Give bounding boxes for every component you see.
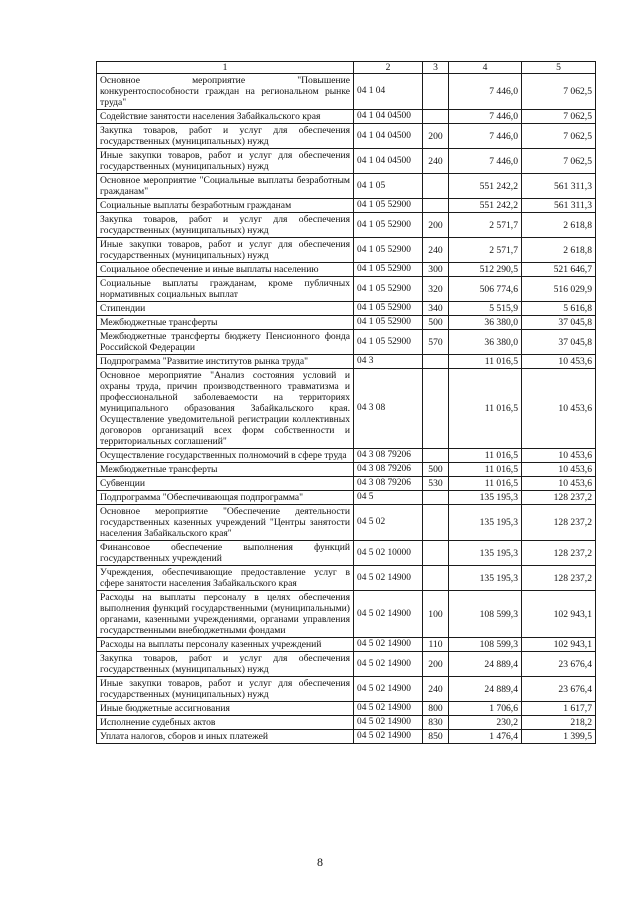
row-expense-type: 500 — [423, 316, 449, 330]
row-name: Закупка товаров, работ и услуг для обеспечения государственных (муниципальных) нужд — [97, 213, 354, 238]
row-expense-type: 240 — [423, 677, 449, 702]
table-body — [97, 74, 596, 744]
row-expense-type: 300 — [423, 263, 449, 277]
row-expense-type — [423, 541, 449, 566]
row-value-year1: 24 889,4 — [449, 652, 522, 677]
row-name: Учреждения, обеспечивающие предоставление услуг в сфере занятости населения Забайкальского края — [97, 566, 354, 591]
row-code: 04 1 04 04500 — [354, 149, 423, 174]
row-expense-type — [423, 505, 449, 541]
table-row — [97, 505, 596, 541]
row-code: 04 5 02 14900 — [354, 566, 423, 591]
table-row — [97, 566, 596, 591]
table-row — [97, 238, 596, 263]
row-expense-type: 530 — [423, 477, 449, 491]
table-row — [97, 213, 596, 238]
row-value-year1: 506 774,6 — [449, 277, 522, 302]
row-value-year2: 23 676,4 — [522, 652, 596, 677]
row-name: Социальное обеспечение и иные выплаты населению — [97, 263, 354, 277]
row-value-year2: 102 943,1 — [522, 591, 596, 638]
row-value-year1: 36 380,0 — [449, 330, 522, 355]
row-value-year2: 10 453,6 — [522, 369, 596, 449]
row-value-year1: 11 016,5 — [449, 369, 522, 449]
row-code: 04 5 02 14900 — [354, 716, 423, 730]
row-code: 04 1 05 52900 — [354, 330, 423, 355]
row-expense-type: 200 — [423, 213, 449, 238]
row-value-year1: 135 195,3 — [449, 541, 522, 566]
row-code: 04 5 02 14900 — [354, 730, 423, 744]
row-expense-type: 800 — [423, 702, 449, 716]
table-row — [97, 302, 596, 316]
table-row — [97, 74, 596, 110]
row-expense-type — [423, 110, 449, 124]
table-row — [97, 652, 596, 677]
table-row — [97, 449, 596, 463]
row-name: Исполнение судебных актов — [97, 716, 354, 730]
row-name: Расходы на выплаты персоналу в целях обеспечения выполнения функций государственными (муниципальными) органами, казенными учреждениями, органами управления государственными внебюджетными фондами — [97, 591, 354, 638]
row-name: Осуществление государственных полномочий в сфере труда — [97, 449, 354, 463]
row-value-year2: 561 311,3 — [522, 199, 596, 213]
row-expense-type: 200 — [423, 124, 449, 149]
table-row — [97, 174, 596, 199]
row-name: Социальные выплаты безработным гражданам — [97, 199, 354, 213]
row-value-year1: 7 446,0 — [449, 110, 522, 124]
row-code: 04 5 02 14900 — [354, 638, 423, 652]
table-row — [97, 638, 596, 652]
row-value-year1: 7 446,0 — [449, 74, 522, 110]
row-value-year2: 128 237,2 — [522, 541, 596, 566]
row-value-year2: 2 618,8 — [522, 213, 596, 238]
row-value-year1: 24 889,4 — [449, 677, 522, 702]
row-name: Закупка товаров, работ и услуг для обеспечения государственных (муниципальных) нужд — [97, 124, 354, 149]
row-expense-type: 340 — [423, 302, 449, 316]
row-value-year1: 5 515,9 — [449, 302, 522, 316]
table-row — [97, 199, 596, 213]
row-value-year1: 11 016,5 — [449, 355, 522, 369]
row-name: Межбюджетные трансферты — [97, 316, 354, 330]
row-value-year2: 10 453,6 — [522, 477, 596, 491]
row-value-year2: 10 453,6 — [522, 449, 596, 463]
row-value-year2: 23 676,4 — [522, 677, 596, 702]
table-row — [97, 149, 596, 174]
row-value-year1: 135 195,3 — [449, 566, 522, 591]
row-name: Финансовое обеспечение выполнения функций государственных учреждений — [97, 541, 354, 566]
row-expense-type: 500 — [423, 463, 449, 477]
row-name: Иные бюджетные ассигнования — [97, 702, 354, 716]
row-code: 04 5 02 14900 — [354, 591, 423, 638]
row-expense-type: 200 — [423, 652, 449, 677]
row-code: 04 5 — [354, 491, 423, 505]
row-expense-type — [423, 491, 449, 505]
row-value-year2: 10 453,6 — [522, 355, 596, 369]
row-value-year2: 128 237,2 — [522, 505, 596, 541]
row-value-year1: 108 599,3 — [449, 591, 522, 638]
row-value-year2: 10 453,6 — [522, 463, 596, 477]
header-col-4: 4 — [449, 62, 522, 74]
row-value-year1: 551 242,2 — [449, 174, 522, 199]
row-value-year1: 230,2 — [449, 716, 522, 730]
row-name: Субвенции — [97, 477, 354, 491]
row-code: 04 1 04 04500 — [354, 110, 423, 124]
row-name: Основное мероприятие "Анализ состояния условий и охраны труда, причин производственного травматизма и профессиональной заболеваемости на территориях муниципального образования Забайкальского края. Осуществление уведомительной регистрации коллективных договоров организаций всех форм собственности и территориальных соглашений" — [97, 369, 354, 449]
table-row — [97, 591, 596, 638]
row-expense-type — [423, 449, 449, 463]
row-value-year2: 7 062,5 — [522, 124, 596, 149]
row-value-year2: 516 029,9 — [522, 277, 596, 302]
row-code: 04 1 05 52900 — [354, 238, 423, 263]
row-value-year2: 521 646,7 — [522, 263, 596, 277]
row-name: Социальные выплаты гражданам, кроме публичных нормативных социальных выплат — [97, 277, 354, 302]
table-row — [97, 702, 596, 716]
table-row — [97, 477, 596, 491]
row-code: 04 1 05 52900 — [354, 199, 423, 213]
row-expense-type: 570 — [423, 330, 449, 355]
row-name: Подпрограмма "Обеспечивающая подпрограмма" — [97, 491, 354, 505]
row-value-year2: 7 062,5 — [522, 149, 596, 174]
row-expense-type: 100 — [423, 591, 449, 638]
row-code: 04 3 08 79206 — [354, 449, 423, 463]
row-expense-type: 240 — [423, 149, 449, 174]
table-row — [97, 730, 596, 744]
header-col-3: 3 — [423, 62, 449, 74]
row-expense-type: 850 — [423, 730, 449, 744]
row-value-year1: 135 195,3 — [449, 491, 522, 505]
row-expense-type — [423, 355, 449, 369]
row-name: Межбюджетные трансферты бюджету Пенсионного фонда Российской Федерации — [97, 330, 354, 355]
header-col-2: 2 — [354, 62, 423, 74]
row-code: 04 1 05 52900 — [354, 277, 423, 302]
row-value-year2: 1 617,7 — [522, 702, 596, 716]
row-code: 04 1 05 — [354, 174, 423, 199]
row-expense-type — [423, 74, 449, 110]
row-name: Межбюджетные трансферты — [97, 463, 354, 477]
row-value-year2: 561 311,3 — [522, 174, 596, 199]
row-name: Иные закупки товаров, работ и услуг для обеспечения государственных (муниципальных) нужд — [97, 238, 354, 263]
row-code: 04 5 02 — [354, 505, 423, 541]
row-expense-type — [423, 174, 449, 199]
row-expense-type — [423, 369, 449, 449]
row-expense-type — [423, 566, 449, 591]
page-number: 8 — [317, 855, 323, 869]
row-name: Основное мероприятие "Социальные выплаты безработным гражданам" — [97, 174, 354, 199]
row-name: Уплата налогов, сборов и иных платежей — [97, 730, 354, 744]
row-value-year1: 11 016,5 — [449, 449, 522, 463]
row-value-year2: 128 237,2 — [522, 566, 596, 591]
row-value-year1: 512 290,5 — [449, 263, 522, 277]
row-code: 04 5 02 14900 — [354, 677, 423, 702]
row-name: Иные закупки товаров, работ и услуг для обеспечения государственных (муниципальных) нужд — [97, 149, 354, 174]
row-code: 04 1 05 52900 — [354, 302, 423, 316]
row-code: 04 1 04 — [354, 74, 423, 110]
table-row — [97, 716, 596, 730]
table-row — [97, 463, 596, 477]
row-expense-type: 830 — [423, 716, 449, 730]
row-value-year1: 1 706,6 — [449, 702, 522, 716]
table-row — [97, 677, 596, 702]
row-value-year2: 7 062,5 — [522, 74, 596, 110]
header-col-1: 1 — [97, 62, 354, 74]
row-value-year2: 1 399,5 — [522, 730, 596, 744]
row-name: Основное мероприятие "Повышение конкурентоспособности граждан на региональном рынке труда" — [97, 74, 354, 110]
row-name: Закупка товаров, работ и услуг для обеспечения государственных (муниципальных) нужд — [97, 652, 354, 677]
row-name: Расходы на выплаты персоналу казенных учреждений — [97, 638, 354, 652]
table-row — [97, 124, 596, 149]
table-header — [97, 62, 596, 74]
table-row — [97, 277, 596, 302]
row-value-year1: 2 571,7 — [449, 238, 522, 263]
row-value-year2: 37 045,8 — [522, 330, 596, 355]
table-row — [97, 330, 596, 355]
row-value-year1: 551 242,2 — [449, 199, 522, 213]
table-row — [97, 491, 596, 505]
table-row — [97, 355, 596, 369]
table-row — [97, 316, 596, 330]
table-row — [97, 369, 596, 449]
row-code: 04 3 08 — [354, 369, 423, 449]
row-value-year1: 36 380,0 — [449, 316, 522, 330]
header-row — [97, 62, 596, 74]
row-code: 04 1 05 52900 — [354, 316, 423, 330]
row-code: 04 1 04 04500 — [354, 124, 423, 149]
row-name: Подпрограмма "Развитие институтов рынка труда" — [97, 355, 354, 369]
row-value-year1: 2 571,7 — [449, 213, 522, 238]
row-code: 04 5 02 14900 — [354, 702, 423, 716]
row-expense-type: 240 — [423, 238, 449, 263]
row-code: 04 1 05 52900 — [354, 213, 423, 238]
row-expense-type: 320 — [423, 277, 449, 302]
row-value-year2: 102 943,1 — [522, 638, 596, 652]
row-value-year2: 2 618,8 — [522, 238, 596, 263]
row-value-year1: 7 446,0 — [449, 124, 522, 149]
row-value-year1: 11 016,5 — [449, 463, 522, 477]
budget-table — [96, 61, 596, 744]
row-name: Стипендии — [97, 302, 354, 316]
row-value-year1: 11 016,5 — [449, 477, 522, 491]
row-value-year1: 1 476,4 — [449, 730, 522, 744]
row-value-year1: 7 446,0 — [449, 149, 522, 174]
row-value-year1: 135 195,3 — [449, 505, 522, 541]
row-value-year2: 7 062,5 — [522, 110, 596, 124]
row-code: 04 3 08 79206 — [354, 477, 423, 491]
row-code: 04 3 — [354, 355, 423, 369]
row-code: 04 5 02 14900 — [354, 652, 423, 677]
row-value-year1: 108 599,3 — [449, 638, 522, 652]
row-value-year2: 5 616,8 — [522, 302, 596, 316]
row-code: 04 5 02 10000 — [354, 541, 423, 566]
row-name: Содействие занятости населения Забайкальского края — [97, 110, 354, 124]
table-row — [97, 263, 596, 277]
row-expense-type: 110 — [423, 638, 449, 652]
table-row — [97, 541, 596, 566]
header-col-5: 5 — [522, 62, 596, 74]
row-code: 04 3 08 79206 — [354, 463, 423, 477]
row-expense-type — [423, 199, 449, 213]
row-name: Иные закупки товаров, работ и услуг для обеспечения государственных (муниципальных) нужд — [97, 677, 354, 702]
table-row — [97, 110, 596, 124]
row-value-year2: 128 237,2 — [522, 491, 596, 505]
row-name: Основное мероприятие "Обеспечение деятельности государственных казенных учреждений "Центры занятости населения Забайкальского края" — [97, 505, 354, 541]
row-value-year2: 37 045,8 — [522, 316, 596, 330]
row-value-year2: 218,2 — [522, 716, 596, 730]
row-code: 04 1 05 52900 — [354, 263, 423, 277]
